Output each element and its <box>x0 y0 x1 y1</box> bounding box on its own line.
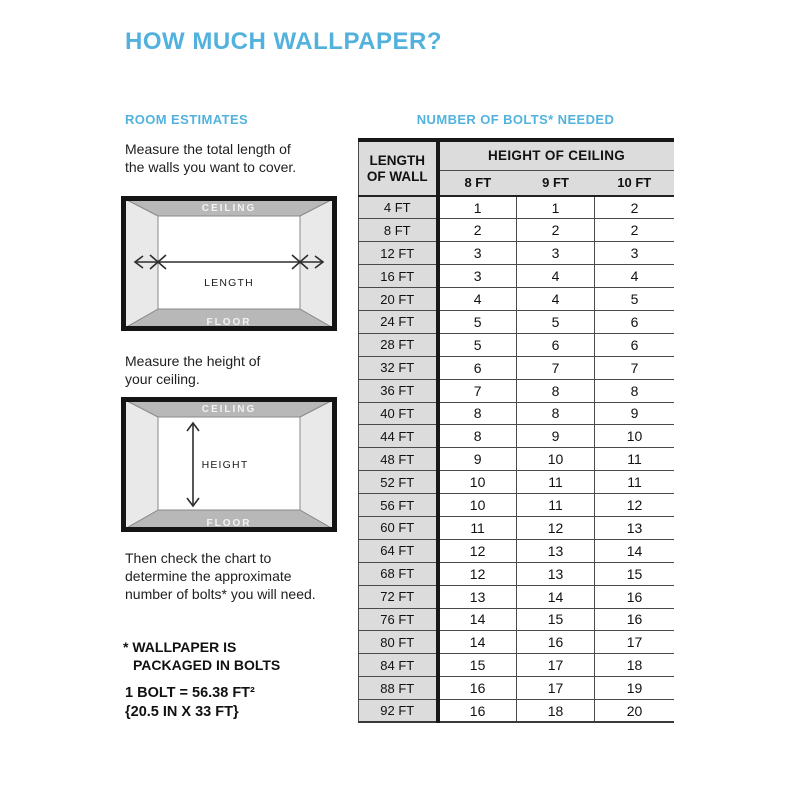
bolts-value-cell: 12 <box>438 539 517 562</box>
bolts-value-cell: 10 <box>516 448 595 471</box>
table-row <box>359 265 674 288</box>
footnote-line: PACKAGED IN BOLTS <box>133 657 281 673</box>
wall-length-cell: 56 FT <box>359 494 438 517</box>
bolts-value-cell: 2 <box>595 219 674 242</box>
bolts-value-cell: 17 <box>595 631 674 654</box>
room-estimates-heading: ROOM ESTIMATES <box>125 112 249 127</box>
bolts-value-cell: 8 <box>595 379 674 402</box>
table-row <box>359 310 674 333</box>
bolts-value-cell: 11 <box>516 471 595 494</box>
instruction-step-chart <box>125 549 316 603</box>
table-row <box>359 562 674 585</box>
ceiling-10ft-header: 10 FT <box>595 170 674 196</box>
bolts-value-cell: 5 <box>438 333 517 356</box>
bolts-value-cell: 3 <box>438 242 517 265</box>
bolts-value-cell: 13 <box>516 562 595 585</box>
bolts-value-cell: 16 <box>438 677 517 700</box>
bolts-value-cell: 19 <box>595 677 674 700</box>
room-length-diagram <box>121 196 337 331</box>
wall-length-cell: 28 FT <box>359 333 438 356</box>
bolts-value-cell: 1 <box>516 196 595 219</box>
table-row <box>359 196 674 219</box>
bolts-value-cell: 4 <box>438 288 517 311</box>
wall-length-cell: 52 FT <box>359 471 438 494</box>
left-wall-face <box>123 198 158 329</box>
instruction-line: Measure the height of <box>125 353 261 369</box>
bolts-value-cell: 2 <box>516 219 595 242</box>
wall-length-cell: 4 FT <box>359 196 438 219</box>
bolt-size-info <box>125 684 255 722</box>
bolts-value-cell: 11 <box>595 448 674 471</box>
bolts-value-cell: 4 <box>516 288 595 311</box>
wall-length-cell: 8 FT <box>359 219 438 242</box>
bolts-value-cell: 15 <box>516 608 595 631</box>
wall-length-cell: 88 FT <box>359 677 438 700</box>
bolts-value-cell: 7 <box>595 356 674 379</box>
footnote-line: * WALLPAPER IS <box>123 639 237 655</box>
bolts-value-cell: 12 <box>595 494 674 517</box>
table-row <box>359 333 674 356</box>
bolts-value-cell: 13 <box>595 516 674 539</box>
ceiling-label: CEILING <box>201 404 257 415</box>
bolts-value-cell: 11 <box>595 471 674 494</box>
table-row <box>359 356 674 379</box>
table-row <box>359 585 674 608</box>
bolts-value-cell: 8 <box>438 402 517 425</box>
instruction-step-height <box>125 352 260 388</box>
length-of-wall-header <box>359 140 438 196</box>
wall-length-cell: 48 FT <box>359 448 438 471</box>
wall-length-cell: 92 FT <box>359 700 438 723</box>
table-row <box>359 677 674 700</box>
bolts-table-body <box>359 196 674 722</box>
wall-length-cell: 12 FT <box>359 242 438 265</box>
right-wall-face <box>300 399 335 530</box>
bolts-value-cell: 16 <box>438 700 517 723</box>
bolts-value-cell: 1 <box>438 196 517 219</box>
ceiling-9ft-header: 9 FT <box>516 170 595 196</box>
bolts-value-cell: 16 <box>595 608 674 631</box>
right-wall-face <box>300 198 335 329</box>
wall-length-cell: 44 FT <box>359 425 438 448</box>
bolts-value-cell: 17 <box>516 677 595 700</box>
instruction-line: Then check the chart to <box>125 550 272 566</box>
bolts-value-cell: 11 <box>438 516 517 539</box>
bolts-value-cell: 5 <box>516 310 595 333</box>
table-row <box>359 379 674 402</box>
room-length-diagram-svg <box>121 196 337 331</box>
wall-length-cell: 72 FT <box>359 585 438 608</box>
table-row <box>359 539 674 562</box>
bolts-value-cell: 4 <box>595 265 674 288</box>
bolts-value-cell: 16 <box>516 631 595 654</box>
bolts-value-cell: 12 <box>438 562 517 585</box>
bolts-value-cell: 7 <box>516 356 595 379</box>
bolts-value-cell: 18 <box>595 654 674 677</box>
bolts-value-cell: 8 <box>516 402 595 425</box>
bolts-value-cell: 2 <box>438 219 517 242</box>
bolts-value-cell: 3 <box>438 265 517 288</box>
bolts-value-cell: 15 <box>438 654 517 677</box>
bolts-value-cell: 17 <box>516 654 595 677</box>
wall-length-cell: 60 FT <box>359 516 438 539</box>
header-line: LENGTH <box>369 152 425 168</box>
wall-length-cell: 84 FT <box>359 654 438 677</box>
table-row <box>359 471 674 494</box>
table-row <box>359 654 674 677</box>
instruction-line: Measure the total length of <box>125 141 291 157</box>
bolts-value-cell: 4 <box>516 265 595 288</box>
height-of-ceiling-header: HEIGHT OF CEILING <box>438 140 674 170</box>
wall-length-cell: 76 FT <box>359 608 438 631</box>
header-line: OF WALL <box>366 168 428 184</box>
bolts-value-cell: 10 <box>595 425 674 448</box>
bolts-value-cell: 10 <box>438 471 517 494</box>
ceiling-8ft-header: 8 FT <box>438 170 517 196</box>
bolts-value-cell: 2 <box>595 196 674 219</box>
bolts-value-cell: 6 <box>595 333 674 356</box>
wall-length-cell: 64 FT <box>359 539 438 562</box>
table-row <box>359 516 674 539</box>
bolts-value-cell: 13 <box>438 585 517 608</box>
bolts-value-cell: 9 <box>438 448 517 471</box>
page-title: HOW MUCH WALLPAPER? <box>125 28 443 55</box>
instruction-line: determine the approximate <box>125 568 292 584</box>
wall-length-cell: 32 FT <box>359 356 438 379</box>
left-wall-face <box>123 399 158 530</box>
bolts-value-cell: 16 <box>595 585 674 608</box>
table-row <box>359 700 674 723</box>
instruction-line: the walls you want to cover. <box>125 159 297 175</box>
bolts-value-cell: 6 <box>595 310 674 333</box>
wall-length-cell: 36 FT <box>359 379 438 402</box>
table-row <box>359 494 674 517</box>
bolts-value-cell: 7 <box>438 379 517 402</box>
bolts-value-cell: 9 <box>595 402 674 425</box>
bolts-value-cell: 8 <box>516 379 595 402</box>
ceiling-label: CEILING <box>201 203 257 214</box>
bolts-value-cell: 14 <box>595 539 674 562</box>
height-dimension-label: HEIGHT <box>201 459 249 471</box>
wall-length-cell: 68 FT <box>359 562 438 585</box>
wall-length-cell: 80 FT <box>359 631 438 654</box>
table-row <box>359 631 674 654</box>
room-height-diagram <box>121 397 337 532</box>
table-row <box>359 402 674 425</box>
bolts-table-heading: NUMBER OF BOLTS* NEEDED <box>416 112 615 127</box>
instruction-line: your ceiling. <box>125 371 200 387</box>
bolts-value-cell: 14 <box>516 585 595 608</box>
bolt-size-line: {20.5 IN X 33 FT} <box>125 704 239 720</box>
wall-length-cell: 24 FT <box>359 310 438 333</box>
table-header-row-1 <box>359 140 674 170</box>
instruction-step-length <box>125 140 296 176</box>
length-dimension-label: LENGTH <box>204 277 254 289</box>
floor-label: FLOOR <box>206 518 252 529</box>
table-row <box>359 448 674 471</box>
bolts-value-cell: 9 <box>516 425 595 448</box>
bolts-value-cell: 6 <box>438 356 517 379</box>
wall-length-cell: 16 FT <box>359 265 438 288</box>
bolts-value-cell: 14 <box>438 608 517 631</box>
instruction-line: number of bolts* you will need. <box>125 586 316 602</box>
table-row <box>359 219 674 242</box>
bolts-value-cell: 12 <box>516 516 595 539</box>
bolts-value-cell: 14 <box>438 631 517 654</box>
bolt-size-line: 1 BOLT = 56.38 FT² <box>125 685 255 701</box>
table-row <box>359 425 674 448</box>
bolts-value-cell: 20 <box>595 700 674 723</box>
wall-length-cell: 40 FT <box>359 402 438 425</box>
floor-label: FLOOR <box>206 317 252 328</box>
bolts-value-cell: 3 <box>516 242 595 265</box>
table-row <box>359 288 674 311</box>
bolts-value-cell: 13 <box>516 539 595 562</box>
bolts-value-cell: 18 <box>516 700 595 723</box>
wall-length-cell: 20 FT <box>359 288 438 311</box>
table-row <box>359 608 674 631</box>
room-height-diagram-svg <box>121 397 337 532</box>
bolts-needed-table <box>358 138 674 723</box>
bolts-value-cell: 11 <box>516 494 595 517</box>
bolts-value-cell: 3 <box>595 242 674 265</box>
bolts-value-cell: 6 <box>516 333 595 356</box>
bolts-value-cell: 5 <box>595 288 674 311</box>
bolts-footnote <box>123 638 280 674</box>
bolts-value-cell: 5 <box>438 310 517 333</box>
table-row <box>359 242 674 265</box>
bolts-value-cell: 10 <box>438 494 517 517</box>
bolts-value-cell: 15 <box>595 562 674 585</box>
bolts-value-cell: 8 <box>438 425 517 448</box>
